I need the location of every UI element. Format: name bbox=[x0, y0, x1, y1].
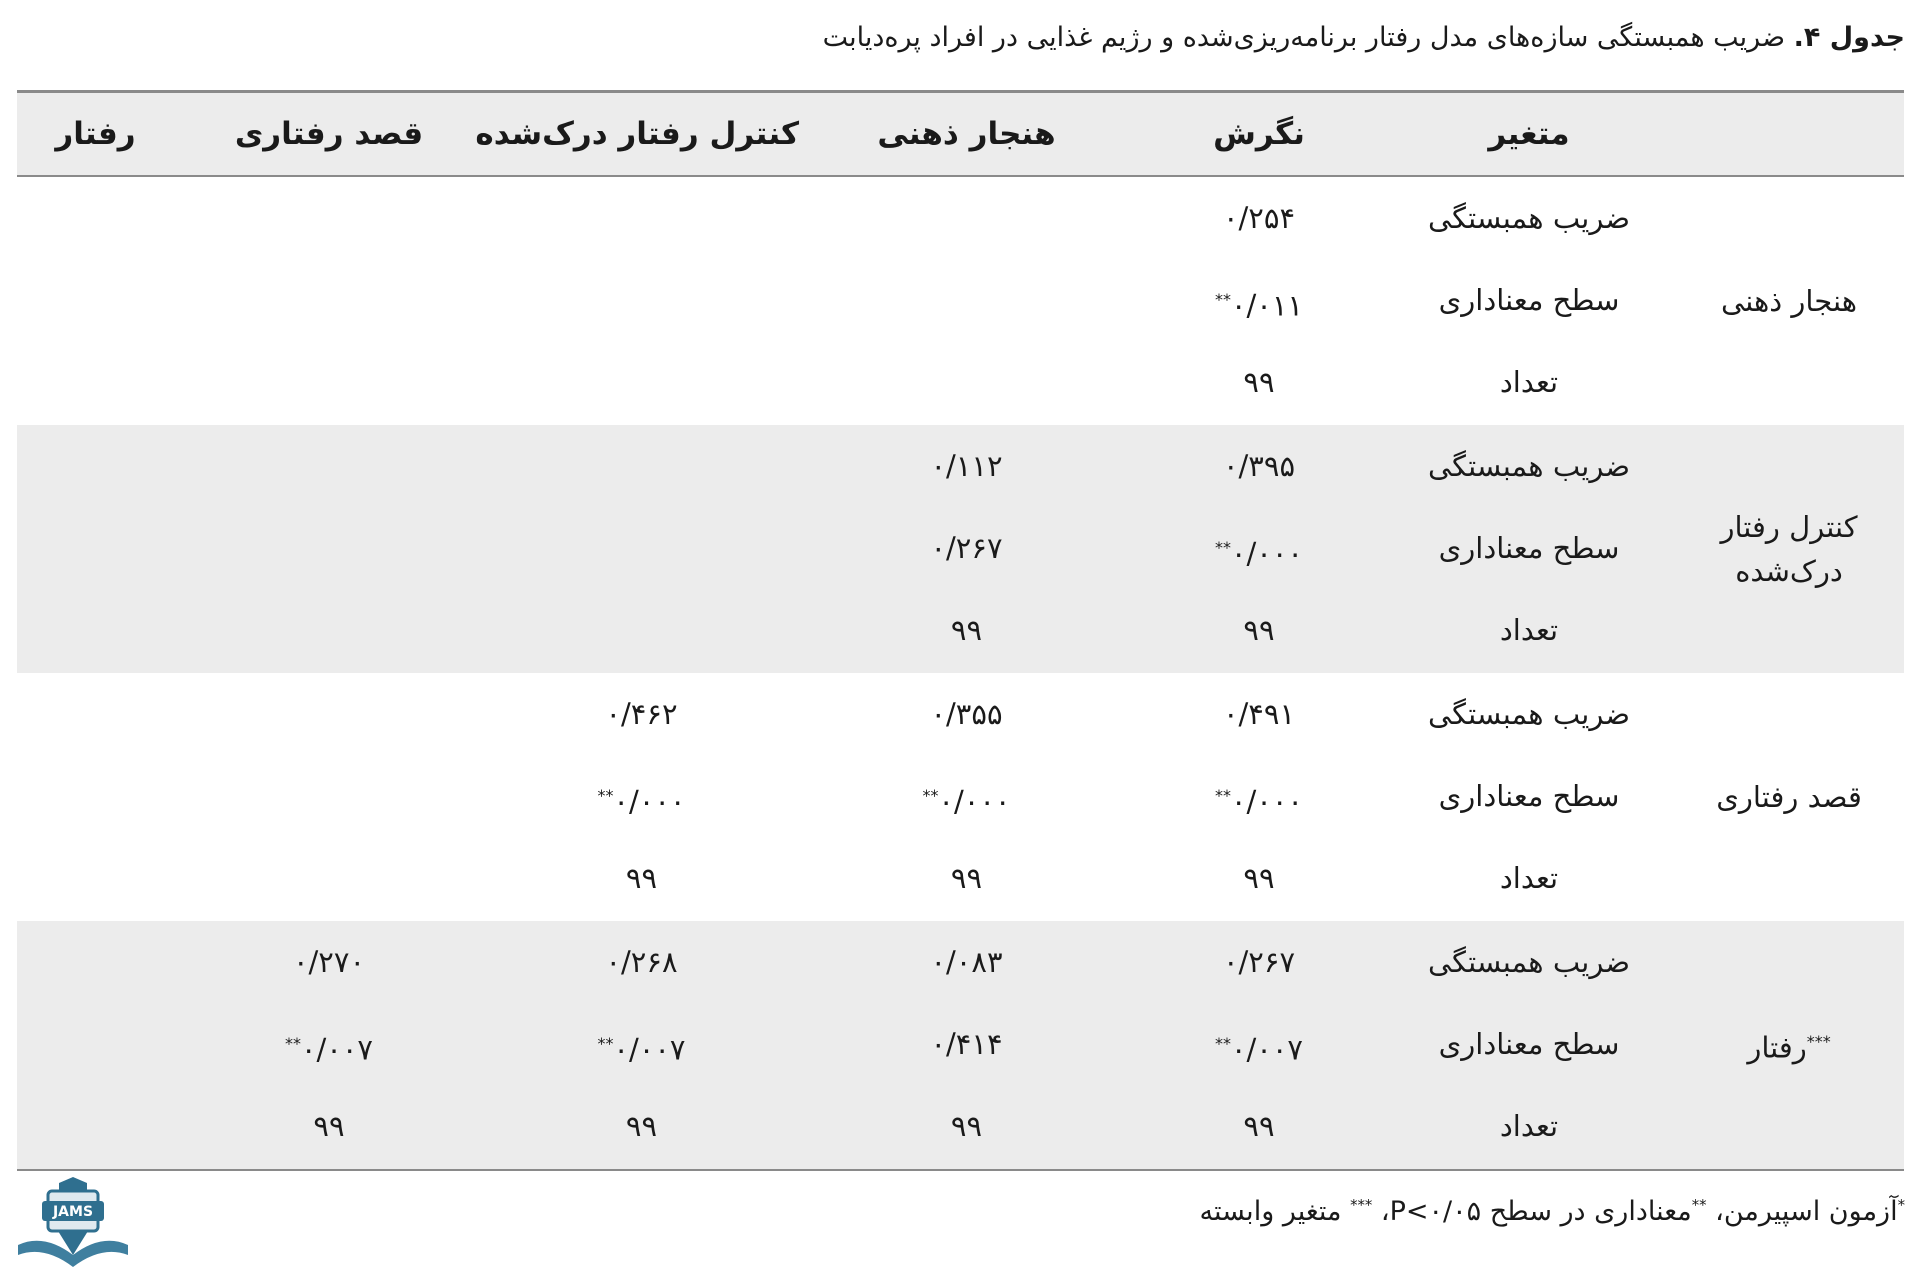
footnote-mark-2: ** bbox=[1691, 1196, 1707, 1214]
stat-label: ضریب همبستگی bbox=[1427, 697, 1630, 731]
stat-label: سطح معناداری bbox=[1438, 531, 1620, 565]
stat-label: تعداد bbox=[1499, 613, 1559, 647]
cell-subjective-norm-sig bbox=[799, 755, 1134, 837]
row-variable-label: رفتار bbox=[1747, 1030, 1807, 1065]
row-variable-name bbox=[1674, 673, 1904, 921]
cell-subjective-norm-n bbox=[799, 589, 1134, 671]
row-variable-name-wrap bbox=[1721, 279, 1857, 323]
footnote-text-2: معناداری در سطح P<۰/۰۵، bbox=[1372, 1196, 1692, 1227]
cell-value: ۰/۲۵۴ bbox=[1222, 201, 1296, 235]
cell-value: ۰/۰۰۰ bbox=[613, 784, 686, 819]
cell-value: ۹۹ bbox=[1243, 1109, 1275, 1143]
cell-value: ۰/۰۰۰ bbox=[938, 784, 1011, 819]
stat-label: ضریب همبستگی bbox=[1427, 201, 1630, 235]
cell-perceived-control-corr bbox=[484, 673, 799, 755]
cell-value: ۹۹ bbox=[625, 1109, 658, 1143]
cell-value: ۰/۰۰۰ bbox=[1230, 536, 1303, 571]
stat-label: سطح معناداری bbox=[1438, 283, 1620, 317]
header-perceived-control: کنترل رفتار درک‌شده bbox=[475, 116, 799, 152]
stat-label: تعداد bbox=[1499, 1109, 1559, 1143]
cell-value: ۰/۴۶۲ bbox=[605, 697, 678, 731]
row-variable-label: قصد رفتاری bbox=[1716, 780, 1862, 814]
cell-attitude-n bbox=[1134, 341, 1384, 423]
table-group bbox=[17, 425, 1904, 673]
header-intention: قصد رفتاری bbox=[234, 116, 424, 152]
correlation-table bbox=[17, 90, 1904, 1171]
cell-value: ۰/۲۷۰ bbox=[292, 945, 366, 979]
cell-subjective-norm-corr bbox=[799, 425, 1134, 507]
cell-value: ۹۹ bbox=[1243, 613, 1275, 647]
footnote-mark-3: *** bbox=[1350, 1196, 1373, 1214]
row-variable-label: کنترل رفتار درک‌شده bbox=[1720, 510, 1858, 588]
table-caption bbox=[823, 22, 1905, 53]
cell-perceived-control-n bbox=[484, 837, 799, 919]
footnote-text-3: متغیر وابسته bbox=[1199, 1196, 1351, 1227]
cell-value: ۹۹ bbox=[950, 1109, 983, 1143]
cell-attitude-sig bbox=[1134, 755, 1384, 837]
cell-value: ۰/۰۱۱ bbox=[1230, 288, 1303, 323]
cell-value: ۰/۳۵۵ bbox=[930, 697, 1003, 731]
cell-value: ۹۹ bbox=[1243, 365, 1275, 399]
row-variable-name bbox=[1674, 921, 1904, 1169]
cell-value: ۹۹ bbox=[950, 613, 983, 647]
row-variable-label: هنجار ذهنی bbox=[1721, 284, 1857, 318]
cell-value: ۰/۱۱۲ bbox=[930, 449, 1003, 483]
significance-mark: ** bbox=[1214, 538, 1231, 557]
stat-label: تعداد bbox=[1499, 365, 1559, 399]
cell-subjective-norm-n bbox=[799, 837, 1134, 919]
cell-intention-n bbox=[174, 1085, 484, 1167]
row-variable-name-wrap bbox=[1747, 1020, 1830, 1070]
cell-value: ۰/۳۹۵ bbox=[1222, 449, 1296, 483]
cell-attitude-sig bbox=[1134, 1003, 1384, 1085]
cell-perceived-control-sig bbox=[484, 755, 799, 837]
cell-value: ۰/۴۹۱ bbox=[1222, 697, 1296, 731]
footnote-mark-1: * bbox=[1897, 1196, 1905, 1214]
cell-attitude-corr bbox=[1134, 921, 1384, 1003]
significance-mark: ** bbox=[597, 1034, 614, 1053]
significance-mark: ** bbox=[1214, 786, 1231, 805]
cell-subjective-norm-sig bbox=[799, 1003, 1134, 1085]
table-caption-text: ضریب همبستگی سازه‌های مدل رفتار برنامه‌ریزی‌شده و رژیم غذایی در افراد پره‌دیابت bbox=[822, 22, 1794, 53]
cell-subjective-norm-sig bbox=[799, 507, 1134, 589]
cell-attitude-corr bbox=[1134, 425, 1384, 507]
table-group bbox=[17, 177, 1904, 425]
cell-perceived-control-sig bbox=[484, 1003, 799, 1085]
jams-logo bbox=[14, 1175, 132, 1271]
header-variable: متغیر bbox=[1488, 116, 1570, 152]
table-group bbox=[17, 921, 1904, 1169]
significance-mark: ** bbox=[1214, 1034, 1231, 1053]
header-behavior: رفتار bbox=[55, 116, 136, 152]
significance-mark: ** bbox=[922, 786, 939, 805]
significance-mark: ** bbox=[597, 786, 614, 805]
table-footnote bbox=[1199, 1196, 1905, 1227]
header-subjective-norm: هنجار ذهنی bbox=[877, 116, 1056, 152]
stat-label: ضریب همبستگی bbox=[1427, 945, 1630, 979]
significance-mark: ** bbox=[1214, 290, 1231, 309]
cell-value: ۰/۰۸۳ bbox=[930, 945, 1003, 979]
cell-attitude-sig bbox=[1134, 507, 1384, 589]
stat-label: سطح معناداری bbox=[1438, 1027, 1620, 1061]
cell-attitude-n bbox=[1134, 837, 1384, 919]
logo-text: JAMS bbox=[52, 1204, 94, 1220]
significance-mark: ** bbox=[284, 1034, 301, 1053]
table-bottom-rule bbox=[17, 1169, 1904, 1171]
cell-value: ۰/۲۶۷ bbox=[1222, 945, 1296, 979]
cell-attitude-n bbox=[1134, 1085, 1384, 1167]
row-variable-name bbox=[1674, 177, 1904, 425]
cell-intention-sig bbox=[174, 1003, 484, 1085]
cell-value: ۰/۲۶۷ bbox=[930, 531, 1003, 565]
table-caption-label: جدول ۴. bbox=[1793, 22, 1905, 53]
cell-value: ۰/۰۰۰ bbox=[1230, 784, 1303, 819]
cell-value: ۰/۲۶۸ bbox=[605, 945, 678, 979]
row-variable-name-wrap bbox=[1716, 775, 1862, 819]
cell-value: ۹۹ bbox=[1243, 861, 1275, 895]
cell-attitude-corr bbox=[1134, 673, 1384, 755]
cell-subjective-norm-corr bbox=[799, 921, 1134, 1003]
cell-intention-corr bbox=[174, 921, 484, 1003]
cell-value: ۰/۴۱۴ bbox=[930, 1027, 1003, 1061]
cell-subjective-norm-corr bbox=[799, 673, 1134, 755]
table-group bbox=[17, 673, 1904, 921]
stat-label: تعداد bbox=[1499, 861, 1559, 895]
header-attitude: نگرش bbox=[1213, 116, 1305, 152]
row-variable-mark: *** bbox=[1806, 1032, 1831, 1052]
table-body bbox=[17, 177, 1904, 1169]
stat-label: ضریب همبستگی bbox=[1427, 449, 1630, 483]
table-header bbox=[17, 93, 1904, 177]
cell-value: ۹۹ bbox=[313, 1109, 345, 1143]
cell-value: ۹۹ bbox=[625, 861, 658, 895]
cell-value: ۰/۰۰۷ bbox=[613, 1032, 686, 1067]
cell-perceived-control-corr bbox=[484, 921, 799, 1003]
row-variable-name bbox=[1674, 425, 1904, 673]
cell-attitude-sig bbox=[1134, 259, 1384, 341]
cell-attitude-corr bbox=[1134, 177, 1384, 259]
cell-attitude-n bbox=[1134, 589, 1384, 671]
cell-perceived-control-n bbox=[484, 1085, 799, 1167]
row-variable-name-wrap bbox=[1714, 505, 1864, 593]
cell-subjective-norm-n bbox=[799, 1085, 1134, 1167]
stat-label: سطح معناداری bbox=[1438, 779, 1620, 813]
cell-value: ۹۹ bbox=[950, 861, 983, 895]
logo-dome bbox=[59, 1177, 87, 1191]
cell-value: ۰/۰۰۷ bbox=[1230, 1032, 1303, 1067]
cell-value: ۰/۰۰۷ bbox=[300, 1032, 373, 1067]
footnote-text-1: آزمون اسپیرمن، bbox=[1706, 1196, 1898, 1227]
